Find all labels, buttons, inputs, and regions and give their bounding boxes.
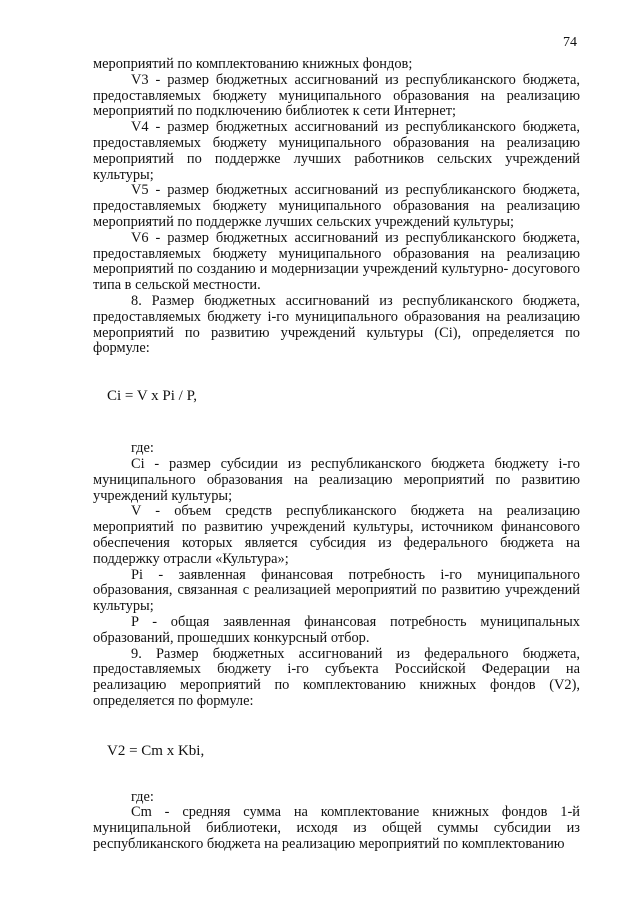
definition-ci: Ci - размер субсидии из республиканского бюджета бюджету i-го муниципального образования на реализацию мероприятий по развитию учреждений культуры; xyxy=(93,455,580,504)
paragraph-v6: V6 - размер бюджетных ассигнований из республиканского бюджета, предоставляемых бюджету муниципального образования на реализацию мероприятий по созданию и модернизации учреждений культурно- досугового типа в сельской местности. xyxy=(93,229,580,294)
paragraph-9: 9. Размер бюджетных ассигнований из федерального бюджета, предоставляемых бюджету i-го субъекта Российской Федерации на реализацию мероприятий по комплектованию книжных фондов (V2), определяется по формуле: xyxy=(93,645,580,709)
paragraph-v5: V5 - размер бюджетных ассигнований из республиканского бюджета, предоставляемых бюджету муниципального образования на реализацию мероприятий по поддержке лучших сельских учреждений культуры; xyxy=(93,182,580,230)
document-body xyxy=(93,57,580,853)
paragraph-v3: V3 - размер бюджетных ассигнований из республиканского бюджета, предоставляемых бюджету муниципального образования на реализацию мероприятий по подключению библиотек к сети Интернет; xyxy=(93,71,580,120)
paragraph-continuation: мероприятий по комплектованию книжных фондов; xyxy=(93,56,413,72)
where-label: где: xyxy=(131,440,154,457)
definition-v: V - объем средств республиканского бюджета на реализацию мероприятий по развитию учреждений культуры, источником финансового обеспечения которых является субсидия из федерального бюджета на поддержку отрасли «Культура»; xyxy=(93,503,580,567)
page-number: 74 xyxy=(563,35,577,50)
where-label: где: xyxy=(131,788,154,805)
definition-p: P - общая заявленная финансовая потребность муниципальных образований, прошедших конкурсный отбор. xyxy=(93,613,580,646)
definition-cm: Cm - средняя сумма на комплектование книжных фондов 1-й муниципальной библиотеки, исходя из общей суммы субсидии из республиканского бюджета на реализацию мероприятий по комплектованию xyxy=(93,804,580,853)
formula-ci: Ci = V x Pi / P, xyxy=(107,388,198,405)
definition-pi: Pi - заявленная финансовая потребность i-го муниципального образования, связанная с реализацией мероприятий по развитию учреждений культуры; xyxy=(93,566,580,615)
paragraph-v4: V4 - размер бюджетных ассигнований из республиканского бюджета, предоставляемых бюджету муниципального образования на реализацию мероприятий по поддержке лучших работников сельских учреждений культуры; xyxy=(93,119,580,183)
paragraph-8: 8. Размер бюджетных ассигнований из республиканского бюджета, предоставляемых бюджету i-го муниципального образования на реализацию мероприятий по развитию учреждений культуры (Ci), определяется по формуле: xyxy=(93,292,580,357)
formula-v2: V2 = Cm x Kbi, xyxy=(107,742,205,759)
